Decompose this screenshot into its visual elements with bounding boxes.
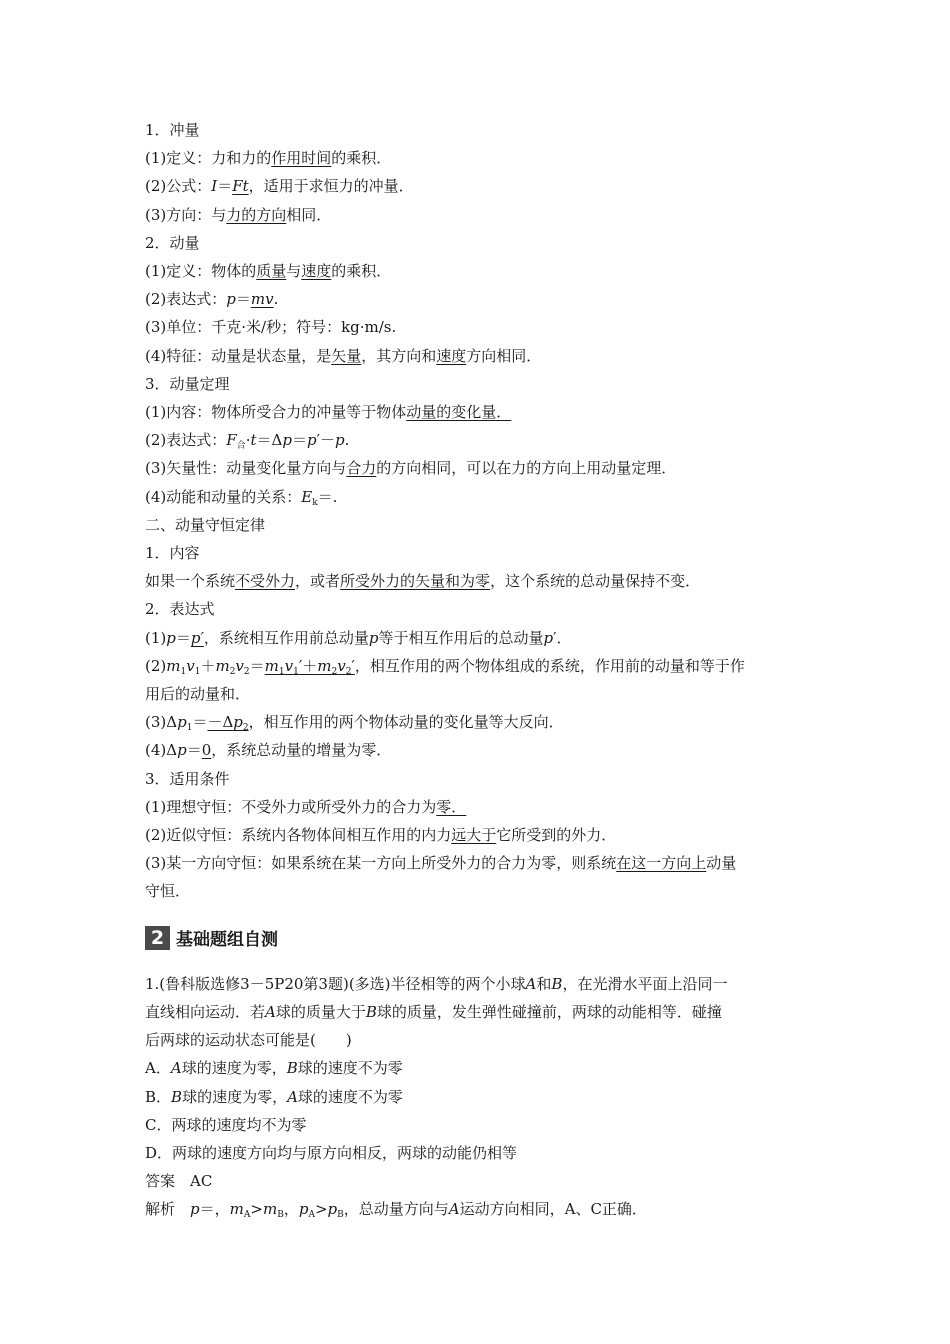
impulse-definition [145,144,813,172]
conservation-expr-4 [145,736,813,764]
momentum-definition [145,257,813,285]
theorem-vector [145,454,813,482]
text: ， [283,1200,299,1219]
symbol: A [448,1200,460,1219]
option-c: C．两球的速度均不为零 [145,1115,307,1134]
symbol: A [525,974,537,993]
text: > [250,1200,263,1219]
subscript: A [308,1210,315,1221]
symbol: p [177,741,187,760]
text: 球的质量大于 [275,1002,366,1021]
symbol: A [170,1059,182,1078]
text: 与 [286,262,302,281]
momentum-feature [145,342,813,370]
text: 球的速度不为零 [297,1059,403,1078]
text: ，相互作用的两个物体动量的变化量等大反向． [248,713,564,732]
blank-answer: 零． [436,797,467,816]
symbol: t [250,431,257,450]
symbol: p [166,628,176,647]
conservation-cond-2 [145,821,813,849]
text: ，相互作用的两个物体组成的系统，作用前的动量和等于作 [354,656,745,675]
text: > [314,1200,328,1219]
text: 解析 [145,1200,191,1219]
conservation-cond-3-cont: 守恒． [145,882,191,901]
subscript: k [312,497,318,508]
symbol: F [226,431,237,450]
text: 的乘积． [331,262,392,281]
blank-answer: Ft [232,177,249,196]
symbol: p [327,1200,338,1219]
analysis [145,1195,813,1223]
text: ＝ [291,431,307,450]
text: 相同． [286,205,332,224]
theorem-content [145,398,813,426]
text: (2)表达式： [145,431,227,450]
text: ′－ [316,431,335,450]
text: 和 [536,974,552,993]
text: ，系统相互作用前总动量 [203,628,369,647]
text: 球的质量，发生弹性碰撞前，两球的动能相等．碰撞 [376,1002,722,1021]
text: 球的速度为零， [182,1087,288,1106]
impulse-formula [145,172,813,200]
symbol: B [551,974,563,993]
text: (2)近似守恒：系统内各物体间相互作用的内力 [145,826,452,845]
symbol: p [282,431,292,450]
conservation-cond-1 [145,793,813,821]
conservation-expr-2-cont: 用后的动量和． [145,685,251,704]
symbol: p [306,431,317,450]
text: ，适用于求恒力的冲量． [248,177,414,196]
conservation-cond-3 [145,849,813,877]
text: 等于相互作用后的总动量 [378,628,544,647]
option-a [145,1054,813,1082]
blank-answer: 矢量 [331,346,362,365]
text: (1) [145,628,167,647]
text: (4)特征：动量是状态量，是 [145,346,332,365]
conservation-content [145,567,813,595]
blank-answer: 合力 [346,459,377,478]
blank-answer: 不受外力 [235,572,296,591]
text: (3)Δ [145,713,178,732]
momentum-expression [145,285,813,313]
section-banner [145,924,813,952]
text: 1.(鲁科版选修3－5P20第3题)(多选)半径相等的两个小球 [145,974,526,993]
text: (1)理想守恒：不受外力或所受外力的合力为 [145,797,437,816]
blank-answer: 力的方向 [226,205,287,224]
text: 球的速度为零， [181,1059,287,1078]
text: 的方向相同，可以在力的方向上用动量定理． [376,459,677,478]
option-d: D．两球的速度方向均与原方向相反，两球的动能仍相等 [145,1143,518,1162]
subscript: 合 [236,441,246,452]
text: 球的速度不为零 [297,1087,403,1106]
theorem-kinetic-energy [145,483,813,511]
symbol: p [368,628,379,647]
blank-answer: 速度 [301,262,332,281]
subscript: A [243,1210,251,1221]
answer: 答案 AC [145,1172,213,1191]
question-stem-line-1 [145,970,813,998]
text: ＝ [235,290,251,309]
text: 动量 [706,854,737,873]
subscript: B [277,1210,284,1221]
blank-answer: 质量 [256,262,287,281]
conservation-expr-3: $(3)\Delta p_1=-\Delta p_2$，相互作用的两个物体动量的变化量等大反向． [145,713,564,734]
blank-answer: p′ [190,628,204,647]
impulse-direction [145,201,813,229]
section-title: 基础题组自测 [176,930,278,951]
text: ＝. [317,487,338,506]
text: ′． [553,628,572,647]
blank-answer: 速度 [436,346,467,365]
text: (4)动能和动量的关系： [145,487,302,506]
blank-answer: 动量的变化量． [406,403,512,422]
text: B． [145,1087,172,1106]
blank-answer: mv [250,290,274,309]
conservation-title: 二、动量守恒定律 [145,515,266,534]
text: (3)某一方向守恒：如果系统在某一方向上所受外力的合力为零，则系统 [145,854,617,873]
text: 的乘积． [331,149,392,168]
text: ，或者 [295,572,341,591]
text: . [344,431,350,450]
text: 它所受到的外力． [496,826,617,845]
symbol: p [543,628,554,647]
conservation-expr-heading: 2．表达式 [145,600,215,619]
text: (1)内容：物体所受合力的冲量等于物体 [145,403,407,422]
text: (4)Δ [145,741,178,760]
subscript: B [337,1210,344,1221]
option-b [145,1083,813,1111]
text: ，这个系统的总动量保持不变． [490,572,701,591]
text: ＝， [199,1200,230,1219]
text: 如果一个系统 [145,572,236,591]
text: ，在光滑水平面上沿同一 [562,974,728,993]
text: (2)表达式： [145,290,227,309]
text: (3)矢量性：动量变化量方向与 [145,459,347,478]
question-stem-line-2 [145,998,813,1026]
conservation-content-heading: 1．内容 [145,544,200,563]
impulse-heading: 1．冲量 [145,121,200,139]
text: 运动方向相同，A、C正确． [459,1200,647,1219]
text: ＝ [175,628,191,647]
symbol: I [211,177,218,196]
blank-answer: 作用时间 [271,149,332,168]
symbol: p [226,290,236,309]
symbol: m [262,1200,278,1219]
section-number-badge: 2 [145,926,170,950]
symbol: p [190,1200,200,1219]
text: (1)定义：力和力的 [145,149,272,168]
text: ＝ [186,741,202,760]
text: ，总动量方向与 [343,1200,449,1219]
text: 方向相同． [466,346,542,365]
conservation-expr-2: $(2)m_1v_1+m_2v_2=m_1v_1'+m_2v_2'$，相互作用的两个物体组成的系统，作用前的动量和等于作 [145,656,745,677]
symbol: A [287,1087,298,1106]
text: ，系统总动量的增量为零． [211,741,392,760]
symbol: A [265,1002,276,1021]
text: (1)定义：物体的 [145,262,257,281]
theorem-heading: 3．动量定理 [145,374,230,393]
symbol: p [298,1200,309,1219]
symbol: B [171,1087,183,1106]
blank-answer: 在这一方向上 [616,854,707,873]
symbol: E [301,487,313,506]
blank-answer: 远大于 [451,826,497,845]
text: A． [145,1059,171,1078]
symbol: B [286,1059,298,1078]
text: · [245,431,251,450]
question-stem-line-3: 后两球的运动状态可能是( ) [145,1031,352,1050]
text: ，其方向和 [361,346,437,365]
text: (2) [145,656,167,675]
theorem-expression [145,426,813,454]
momentum-unit: (3)单位：千克·米/秒；符号：kg·m/s. [145,318,397,337]
momentum-heading: 2．动量 [145,233,200,252]
text: 直线相向运动．若 [145,1002,266,1021]
text: . [273,290,279,309]
text: (3)方向：与 [145,205,227,224]
symbol: p [334,431,345,450]
text: ＝ [217,177,233,196]
text: (2)公式： [145,177,212,196]
symbol: B [365,1002,377,1021]
symbol: m [229,1200,244,1219]
text: ＝Δ [256,431,283,450]
blank-answer: 所受外力的矢量和为零 [340,572,491,591]
conservation-expr-1 [145,624,813,652]
blank-answer: 0 [201,741,212,760]
conservation-cond-heading: 3．适用条件 [145,769,230,788]
page-content [145,116,813,1224]
